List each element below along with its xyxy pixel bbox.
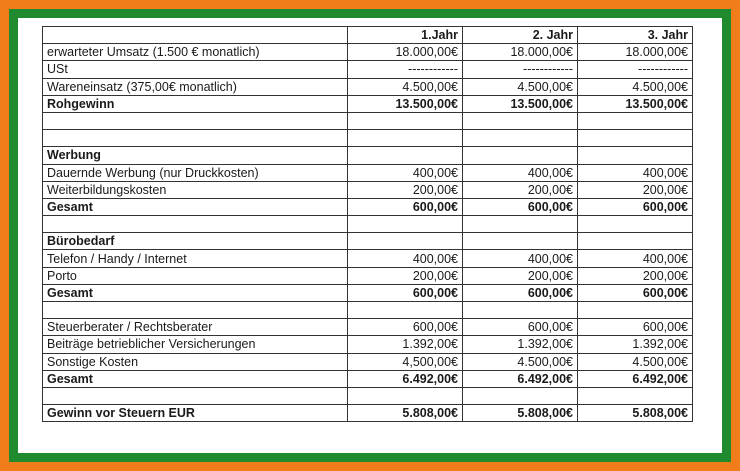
- row-label: Gesamt: [43, 370, 348, 387]
- table-row: [43, 284, 693, 301]
- year-1-value: 400,00€: [348, 250, 463, 267]
- year-2-value: [463, 387, 578, 404]
- header-label-cell: [43, 27, 348, 44]
- row-label: [43, 112, 348, 129]
- year-3-value: 400,00€: [578, 250, 693, 267]
- year-3-value: 200,00€: [578, 181, 693, 198]
- table-row: [43, 302, 693, 319]
- table-row: [43, 181, 693, 198]
- year-3-value: [578, 130, 693, 147]
- row-label: Telefon / Handy / Internet: [43, 250, 348, 267]
- table-row: [43, 198, 693, 215]
- row-label: erwarteter Umsatz (1.500 € monatlich): [43, 44, 348, 61]
- year-3-value: 5.808,00€: [578, 405, 693, 422]
- year-1-value: 1.392,00€: [348, 336, 463, 353]
- row-label: Dauernde Werbung (nur Druckkosten): [43, 164, 348, 181]
- table-row: [43, 164, 693, 181]
- year-1-value: ------------: [348, 61, 463, 78]
- table-row: [43, 336, 693, 353]
- year-2-value: 600,00€: [463, 284, 578, 301]
- year-3-value: 600,00€: [578, 198, 693, 215]
- year-2-value: [463, 302, 578, 319]
- year-1-value: [348, 112, 463, 129]
- year-3-value: [578, 216, 693, 233]
- year-1-value: 600,00€: [348, 198, 463, 215]
- table-row: [43, 112, 693, 129]
- year-1-value: 600,00€: [348, 319, 463, 336]
- year-2-value: [463, 130, 578, 147]
- table-row: [43, 353, 693, 370]
- row-label: Rohgewinn: [43, 95, 348, 112]
- table-row: [43, 267, 693, 284]
- table-row: [43, 44, 693, 61]
- year-2-value: [463, 147, 578, 164]
- year-3-value: 600,00€: [578, 319, 693, 336]
- table-row: [43, 147, 693, 164]
- row-label: Porto: [43, 267, 348, 284]
- row-label: [43, 130, 348, 147]
- year-2-value: ------------: [463, 61, 578, 78]
- year-3-value: 6.492,00€: [578, 370, 693, 387]
- year-3-value: 600,00€: [578, 284, 693, 301]
- table-row: [43, 78, 693, 95]
- year-3-value: [578, 112, 693, 129]
- year-2-value: [463, 216, 578, 233]
- year-1-value: [348, 233, 463, 250]
- year-3-value: [578, 387, 693, 404]
- row-label: [43, 387, 348, 404]
- row-label: Steuerberater / Rechtsberater: [43, 319, 348, 336]
- year-1-value: 200,00€: [348, 267, 463, 284]
- year-2-value: 5.808,00€: [463, 405, 578, 422]
- year-3-value: [578, 302, 693, 319]
- row-label: Bürobedarf: [43, 233, 348, 250]
- year-1-value: 5.808,00€: [348, 405, 463, 422]
- year-2-value: [463, 112, 578, 129]
- row-label: Sonstige Kosten: [43, 353, 348, 370]
- profit-plan-table: [42, 26, 693, 422]
- year-1-value: 18.000,00€: [348, 44, 463, 61]
- row-label: Werbung: [43, 147, 348, 164]
- header-year-3: 3. Jahr: [578, 27, 693, 44]
- table-row: [43, 250, 693, 267]
- table-row: [43, 387, 693, 404]
- row-label: Gesamt: [43, 198, 348, 215]
- table-row: [43, 370, 693, 387]
- document-page: [18, 18, 722, 453]
- year-3-value: ------------: [578, 61, 693, 78]
- year-2-value: 600,00€: [463, 319, 578, 336]
- year-1-value: [348, 387, 463, 404]
- table-row: [43, 130, 693, 147]
- year-2-value: 200,00€: [463, 267, 578, 284]
- row-label: USt: [43, 61, 348, 78]
- year-3-value: 200,00€: [578, 267, 693, 284]
- year-3-value: 400,00€: [578, 164, 693, 181]
- year-2-value: 600,00€: [463, 198, 578, 215]
- row-label: [43, 302, 348, 319]
- row-label: [43, 216, 348, 233]
- table-header-row: [43, 27, 693, 44]
- year-2-value: 400,00€: [463, 250, 578, 267]
- year-1-value: [348, 130, 463, 147]
- year-2-value: 200,00€: [463, 181, 578, 198]
- table-row: [43, 233, 693, 250]
- year-1-value: 4.500,00€: [348, 78, 463, 95]
- year-2-value: 18.000,00€: [463, 44, 578, 61]
- year-2-value: 4.500,00€: [463, 353, 578, 370]
- row-label: Gewinn vor Steuern EUR: [43, 405, 348, 422]
- table-row: [43, 216, 693, 233]
- year-3-value: 13.500,00€: [578, 95, 693, 112]
- table-row: [43, 95, 693, 112]
- year-1-value: [348, 147, 463, 164]
- year-3-value: 4.500,00€: [578, 78, 693, 95]
- year-1-value: 13.500,00€: [348, 95, 463, 112]
- year-1-value: 600,00€: [348, 284, 463, 301]
- year-2-value: 400,00€: [463, 164, 578, 181]
- year-1-value: 400,00€: [348, 164, 463, 181]
- year-2-value: 1.392,00€: [463, 336, 578, 353]
- year-3-value: 4.500,00€: [578, 353, 693, 370]
- table-body: [43, 44, 693, 422]
- header-year-1: 1.Jahr: [348, 27, 463, 44]
- row-label: Wareneinsatz (375,00€ monatlich): [43, 78, 348, 95]
- row-label: Beiträge betrieblicher Versicherungen: [43, 336, 348, 353]
- table-row: [43, 405, 693, 422]
- table-row: [43, 61, 693, 78]
- year-3-value: 18.000,00€: [578, 44, 693, 61]
- year-3-value: [578, 233, 693, 250]
- year-1-value: [348, 216, 463, 233]
- year-1-value: [348, 302, 463, 319]
- year-2-value: 4.500,00€: [463, 78, 578, 95]
- year-2-value: [463, 233, 578, 250]
- year-3-value: [578, 147, 693, 164]
- year-2-value: 6.492,00€: [463, 370, 578, 387]
- year-1-value: 6.492,00€: [348, 370, 463, 387]
- year-1-value: 4,500,00€: [348, 353, 463, 370]
- table-row: [43, 319, 693, 336]
- year-2-value: 13.500,00€: [463, 95, 578, 112]
- year-3-value: 1.392,00€: [578, 336, 693, 353]
- header-year-2: 2. Jahr: [463, 27, 578, 44]
- row-label: Gesamt: [43, 284, 348, 301]
- row-label: Weiterbildungskosten: [43, 181, 348, 198]
- year-1-value: 200,00€: [348, 181, 463, 198]
